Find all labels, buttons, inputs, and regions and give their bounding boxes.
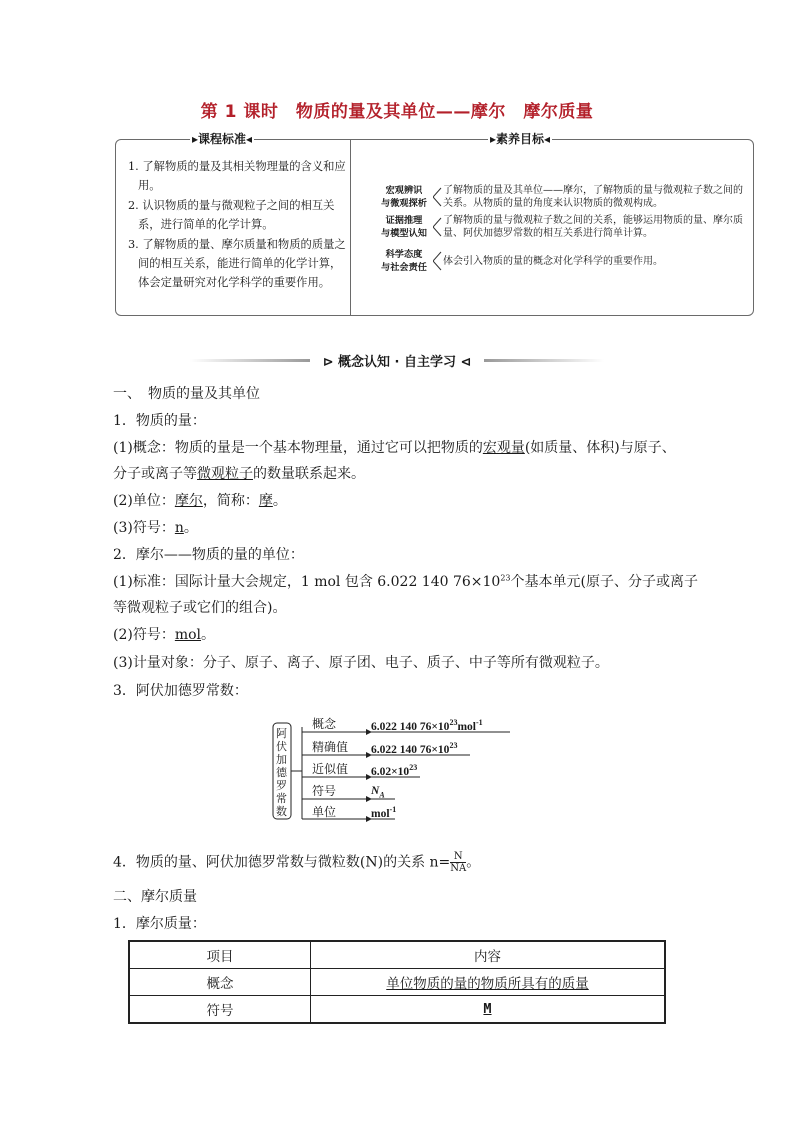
diagram-row-name: 近似值 — [312, 762, 349, 776]
table-header-cell: 内容 — [311, 941, 666, 969]
item-heading: 2．摩尔——物质的量的单位： — [113, 547, 304, 563]
table-header-cell: 项目 — [129, 941, 311, 969]
diagram-box-label: 阿伏加德罗常数 — [276, 727, 287, 818]
table-cell: 概念 — [129, 969, 311, 996]
unit-line: (2)单位：摩尔，简称：摩。 — [113, 493, 287, 509]
banner-arrow-icon: ⊲ — [460, 355, 472, 370]
molar-mass-table — [128, 940, 666, 1024]
section-heading: 二、摩尔质量 — [113, 889, 197, 905]
bracket-arrow-icon — [433, 216, 443, 238]
diagram-row-value: $N_A$ — [371, 785, 385, 800]
frame-divider — [350, 139, 351, 315]
diagram-row-name: 精确值 — [312, 740, 349, 754]
item-heading: 3．阿伏加德罗常数： — [113, 683, 248, 699]
diagram-row-name: 单位 — [312, 805, 337, 819]
standard-item: 3. 了解物质的量、摩尔质量和物质的质量之间的相互关系，能进行简单的化学计算，体会定量研究对化学科学的重要作用。 — [128, 237, 346, 290]
bracket-arrow-icon — [433, 186, 443, 208]
avogadro-diagram — [270, 715, 530, 825]
bracket-arrow-icon — [433, 250, 443, 272]
course-standards-list — [128, 157, 348, 293]
table-cell: 符号 — [129, 996, 311, 1024]
table-cell: 单位物质的量的物质所具有的质量 — [311, 969, 666, 996]
section-heading: 一、 物质的量及其单位 — [113, 386, 260, 402]
standard-item: 1. 了解物质的量及其相关物理量的含义和应用。 — [128, 160, 346, 193]
standard-item: 2. 认识物质的量与微观粒子之间的相互关系，进行简单的化学计算。 — [128, 198, 335, 232]
course-standard-label: ▸课程标准◂ — [192, 132, 253, 146]
concept-line-2: 分子或离子等微观粒子的数量联系起来。 — [113, 466, 365, 482]
page-title: 第 1 课时 物质的量及其单位——摩尔 摩尔质量 — [200, 102, 594, 122]
banner-arrow-icon: ⊳ — [322, 355, 334, 370]
diagram-row-value: 6.022 140 $76\times 10^{23}mol^{-1}$ — [371, 718, 483, 733]
table-cell: M — [311, 996, 666, 1024]
symbol-line: (3)符号：n。 — [113, 520, 198, 536]
fraction: $\frac{N}{NA}$ — [450, 851, 467, 874]
standard-line-2: 等微观粒子或它们的组合)。 — [113, 600, 287, 616]
table-row — [129, 969, 665, 996]
item-heading: 1．摩尔质量： — [113, 916, 206, 932]
table-row — [129, 996, 665, 1024]
standard-line: (1)标准：国际计量大会规定，1 mol 包含 6.022 140 $76\times 10^{23}$个基本单元(原子、分子或离子 — [113, 573, 698, 590]
relation-line: 4．物质的量、阿伏加德罗常数与微粒数(N)的关系 n= $\frac{N}{NA}$。 — [113, 851, 481, 874]
concept-line: (1)概念：物质的量是一个基本物理量，通过它可以把物质的宏观量(如质量、体积)与原子、 — [113, 440, 676, 456]
item-heading: 1．物质的量： — [113, 413, 206, 429]
diagram-row-value: $6.02\times 10^{23}$ — [371, 763, 418, 778]
diagram-row-value: 6.022 140 $76\times 10^{23}$ — [371, 741, 458, 756]
section-banner: ⊳ 概念认知 · 自主学习 ⊲ — [322, 355, 472, 370]
literacy-goal-label: ▸素养目标◂ — [490, 132, 551, 146]
objects-line: (3)计量对象：分子、原子、离子、原子团、电子、质子、中子等所有微观粒子。 — [113, 655, 609, 671]
diagram-row-name: 概念 — [312, 717, 337, 731]
table-header-row — [129, 941, 665, 969]
diagram-row-name: 符号 — [312, 784, 337, 798]
diagram-row-value: mol$^{-1}$ — [371, 805, 397, 820]
mol-symbol-line: (2)符号：mol。 — [113, 627, 216, 643]
